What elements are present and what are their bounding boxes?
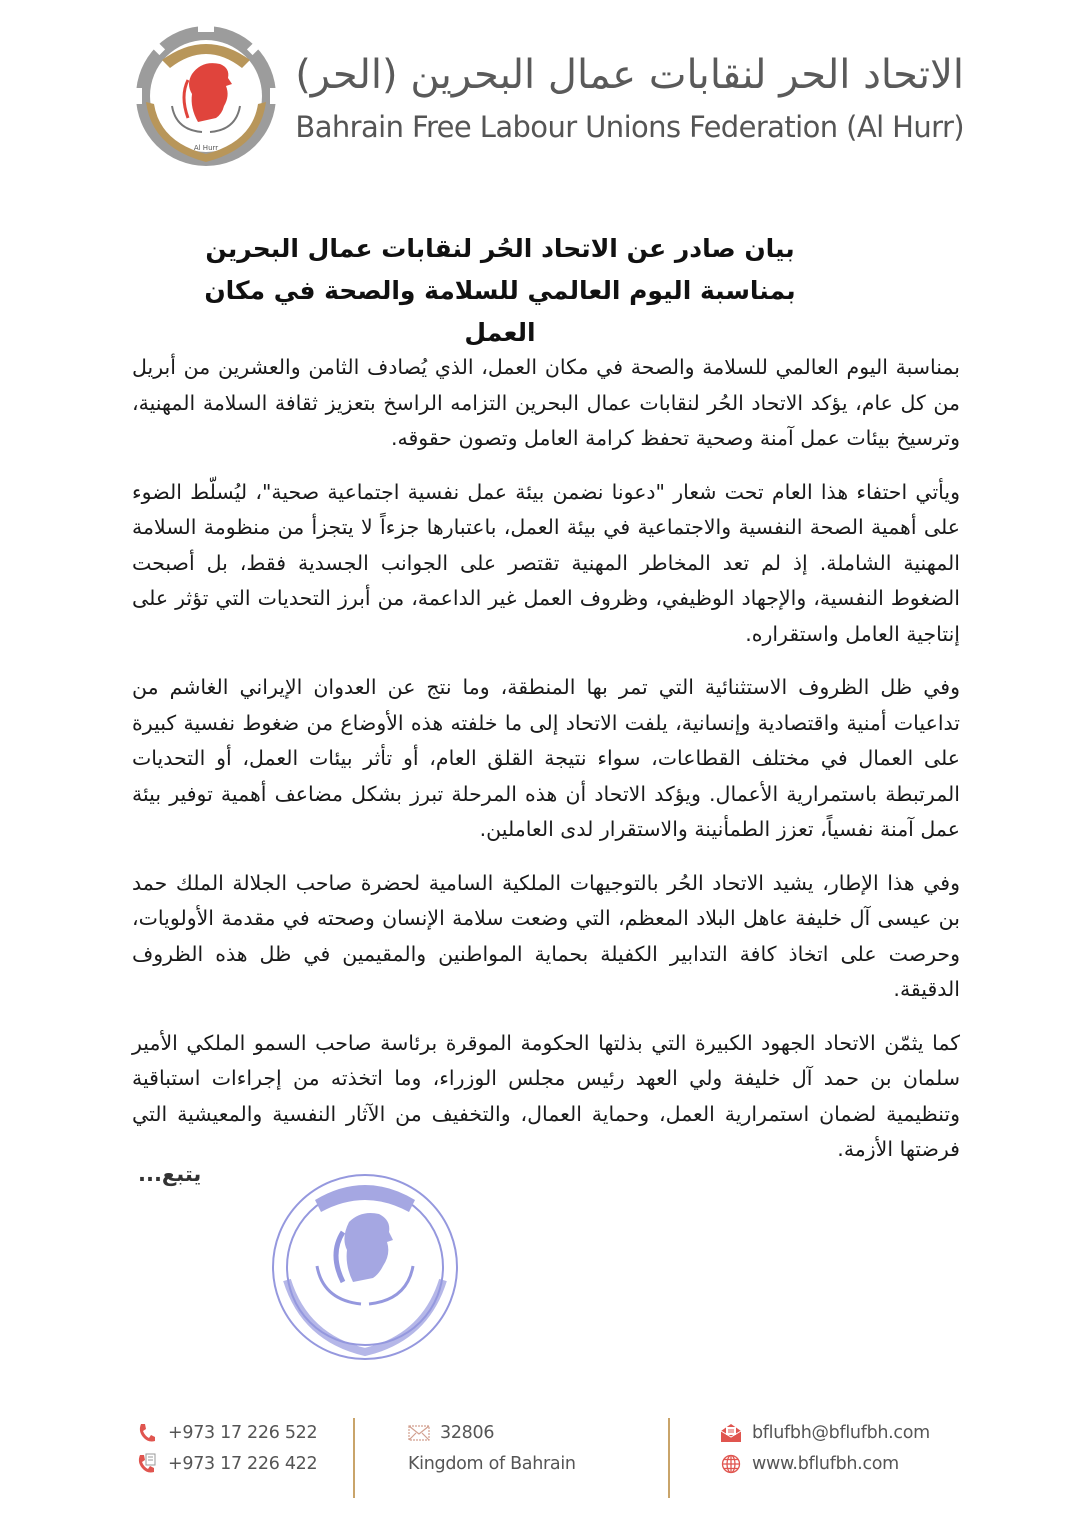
website-link[interactable]: www.bflufbh.com	[752, 1454, 899, 1474]
footer-divider	[353, 1418, 355, 1498]
org-name-arabic: الاتحاد الحر لنقابات عمال البحرين (الحر)	[295, 52, 964, 98]
country-line	[408, 1449, 576, 1479]
email-line	[720, 1418, 930, 1448]
title-line-1: بيان صادر عن الاتحاد الحُر لنقابات عمال البحرين	[205, 234, 795, 263]
fax-icon	[136, 1453, 158, 1475]
phone-icon	[136, 1422, 158, 1444]
website-line	[720, 1449, 930, 1479]
phone-number[interactable]: +973 17 226 522	[168, 1423, 318, 1443]
title-line-2: بمناسبة اليوم العالمي للسلامة والصحة في مكان العمل	[204, 276, 796, 347]
official-stamp-icon	[265, 1170, 465, 1365]
email-icon	[720, 1422, 742, 1444]
po-box-line	[408, 1418, 576, 1448]
paragraph: بمناسبة اليوم العالمي للسلامة والصحة في مكان العمل، الذي يُصادف الثامن والعشرين من أبريل من كل عام، يؤكد الاتحاد الحُر لنقابات عمال البحرين التزامه الراسخ بتعزيز ثقافة السلامة المهنية، وترسيخ بيئات عمل آمنة وصحية تحفظ كرامة العامل وتصون حقوقه.	[132, 355, 960, 450]
statement-body	[132, 350, 960, 1186]
po-box: 32806	[440, 1423, 495, 1443]
email-address[interactable]: bflufbh@bflufbh.com	[752, 1423, 930, 1443]
phone-line	[136, 1418, 317, 1448]
org-name-english: Bahrain Free Labour Unions Federation (Al Hurr)	[295, 110, 964, 144]
letterhead	[132, 22, 972, 172]
logo-caption: Al Hurr	[193, 144, 219, 152]
paragraph: كما يثمّن الاتحاد الجهود الكبيرة التي بذلتها الحكومة الموقرة برئاسة صاحب السمو الملكي الأمير سلمان بن حمد آل خليفة ولي العهد رئيس مجلس الوزراء، وما اتخذته من إجراءات استباقية وتنظيمية لضمان استمرارية العمل، وحماية العمال، والتخفيف من الآثار النفسية والمعيشية التي فرضتها الأزمة.	[132, 1030, 960, 1161]
web-column	[720, 1418, 930, 1498]
address-column	[408, 1418, 576, 1498]
statement-title	[180, 228, 820, 354]
globe-icon	[720, 1453, 742, 1475]
footer-divider	[668, 1418, 670, 1498]
paragraph: وفي هذا الإطار، يشيد الاتحاد الحُر بالتوجيهات الملكية السامية لحضرة صاحب الجلالة الملك حمد بن عيسى آل خليفة عاهل البلاد المعظم، التي وضعت سلامة الإنسان وصحته في مقدمة الأولويات، وحرصت على اتخاذ كافة التدابير الكفيلة بحماية المواطنين والمقيمين في ظل هذه الظروف الدقيقة.	[132, 870, 960, 1001]
country: Kingdom of Bahrain	[408, 1454, 576, 1474]
paragraph: وفي ظل الظروف الاستثنائية التي تمر بها المنطقة، وما نتج عن العدوان الإيراني الغاشم من تداعيات أمنية واقتصادية وإنسانية، يلفت الاتحاد إلى ما خلفته هذه الأوضاع من ضغوط نفسية كبيرة على العمال في مختلف القطاعات، سواء نتيجة القلق العام، أو تأثر بيئات العمل، أو التحديات المرتبطة باستمرارية الأعمال. ويؤكد الاتحاد أن هذه المرحلة تبرز بشكل مضاعف أهمية توفير بيئة عمل آمنة نفسياً، تعزز الطمأنينة والاستقرار لدى العاملين.	[132, 675, 960, 841]
continued-label: يتبع...	[138, 1162, 202, 1186]
contact-footer	[132, 1418, 972, 1498]
fax-line	[136, 1449, 317, 1479]
federation-logo-icon	[132, 22, 280, 170]
envelope-icon	[408, 1422, 430, 1444]
phone-column	[136, 1418, 317, 1498]
paragraph: ويأتي احتفاء هذا العام تحت شعار "دعونا نضمن بيئة عمل نفسية اجتماعية صحية"، ليُسلّط الضوء على أهمية الصحة النفسية والاجتماعية في بيئة العمل، باعتبارها جزءاً لا يتجزأ من منظومة السلامة المهنية الشاملة. إذ لم تعد المخاطر المهنية تقتصر على الجوانب الجسدية فقط، بل أصبحت الضغوط النفسية، والإجهاد الوظيفي، وظروف العمل غير الداعمة، من أبرز التحديات التي تؤثر على إنتاجية العامل واستقراره.	[132, 479, 960, 646]
fax-number[interactable]: +973 17 226 422	[168, 1454, 318, 1474]
